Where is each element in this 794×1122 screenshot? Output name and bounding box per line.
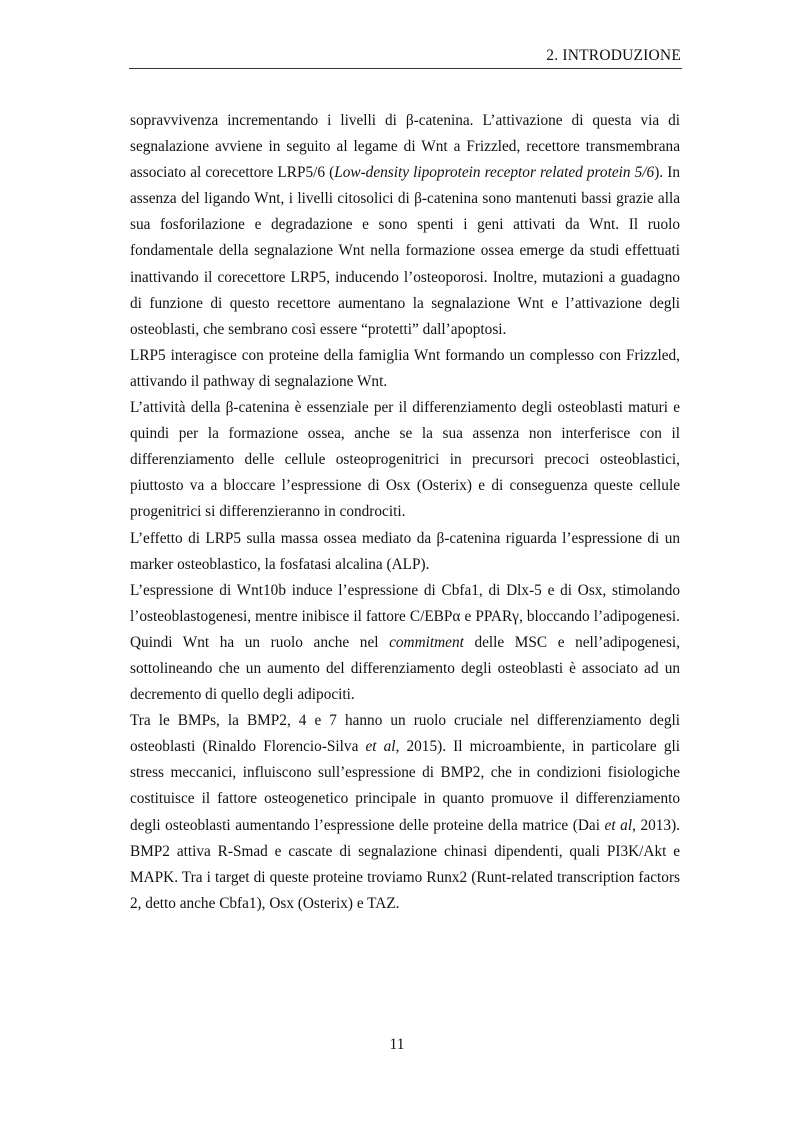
paragraph xyxy=(130,108,680,343)
paragraph xyxy=(130,708,680,917)
text-run: L’attività della β-catenina è essenziale per il differenziamento degli osteoblasti maturi e quindi per la formazione ossea, anche se la sua assenza non interferisce con il differenziamento delle cellule osteoprogenitrici in precursori precoci osteoblastici, piuttosto va a bloccare l’espressione di Osx (Osterix) e di conseguenza queste cellule progenitrici si differenzieranno in condrociti. xyxy=(130,399,680,521)
text-run: L’espressione di Wnt10b induce l’espressione di Cbfa1, di Dlx-5 e di Osx, stimolando l’osteoblastogenesi, mentre inibisce il fattore C/EBPα e PPARγ, bloccando l’adipogenesi. Quindi Wnt ha un ruolo anche nel xyxy=(130,581,680,651)
text-run: ). In assenza del ligando Wnt, i livelli citosolici di β-catenina sono mantenuti bassi grazie alla sua fosforilazione e degradazione e sono spenti i geni attivati da Wnt. Il ruolo fondamentale della segnalazione Wnt nella formazione ossea emerge da studi effettuati inattivando il corecettore LRP5, inducendo l’osteoporosi. Inoltre, mutazioni a guadagno di funzione di questo recettore aumentano la segnalazione Wnt e l’attivazione degli osteoblasti, che sembrano così essere “protetti” dall’apoptosi. xyxy=(130,164,680,338)
text-run: LRP5 interagisce con proteine della famiglia Wnt formando un complesso con Frizzled, attivando il pathway di segnalazione Wnt. xyxy=(130,346,680,390)
text-run: L’effetto di LRP5 sulla massa ossea mediato da β-catenina riguarda l’espressione di un marker osteoblastico, la fosfatasi alcalina (ALP). xyxy=(130,529,680,573)
emphasis-text: Low-density lipoprotein receptor related protein 5/6 xyxy=(334,164,655,182)
text-run: , 2013). BMP2 attiva R-Smad e cascate di segnalazione chinasi dipendenti, quali PI3K/Akt e MAPK. Tra i target di queste proteine troviamo Runx2 (Runt-related transcription factors 2, detto anche Cbfa1), Osx (Osterix) e TAZ. xyxy=(130,816,681,912)
paragraph xyxy=(130,395,680,525)
paragraph xyxy=(130,343,680,395)
text-run: delle MSC e nell’adipogenesi, sottolineando che un aumento del differenziamento degli osteoblasti è associato ad un decremento di quello degli adipociti. xyxy=(130,633,680,704)
text-run: Tra le BMPs, la BMP2, 4 e 7 hanno un ruolo cruciale nel differenziamento degli osteoblasti (Rinaldo Florencio-Silva xyxy=(130,712,680,756)
body-text xyxy=(130,108,680,917)
emphasis-text: commitment xyxy=(389,633,464,651)
paragraph xyxy=(130,526,680,578)
running-header: 2. INTRODUZIONE xyxy=(546,47,681,64)
text-run: sopravvivenza incrementando i livelli di β-catenina. L’attivazione di questa via di segnalazione avviene in seguito al legame di Wnt a Frizzled, recettore transmembrana associato al corecettore LRP5/6 ( xyxy=(130,112,680,182)
page-number: 11 xyxy=(389,1036,405,1053)
text-run: , 2015). Il microambiente, in particolare gli stress meccanici, influiscono sull’espressione di BMP2, che in condizioni fisiologiche costituisce il fattore osteogenetico principale in quanto promuove il differenziamento degli osteoblasti aumentando l’espressione delle proteine della matrice (Dai xyxy=(130,738,680,834)
header-divider xyxy=(129,68,682,69)
emphasis-text: et al xyxy=(604,816,633,834)
emphasis-text: et al xyxy=(365,738,396,756)
paragraph xyxy=(130,578,680,708)
